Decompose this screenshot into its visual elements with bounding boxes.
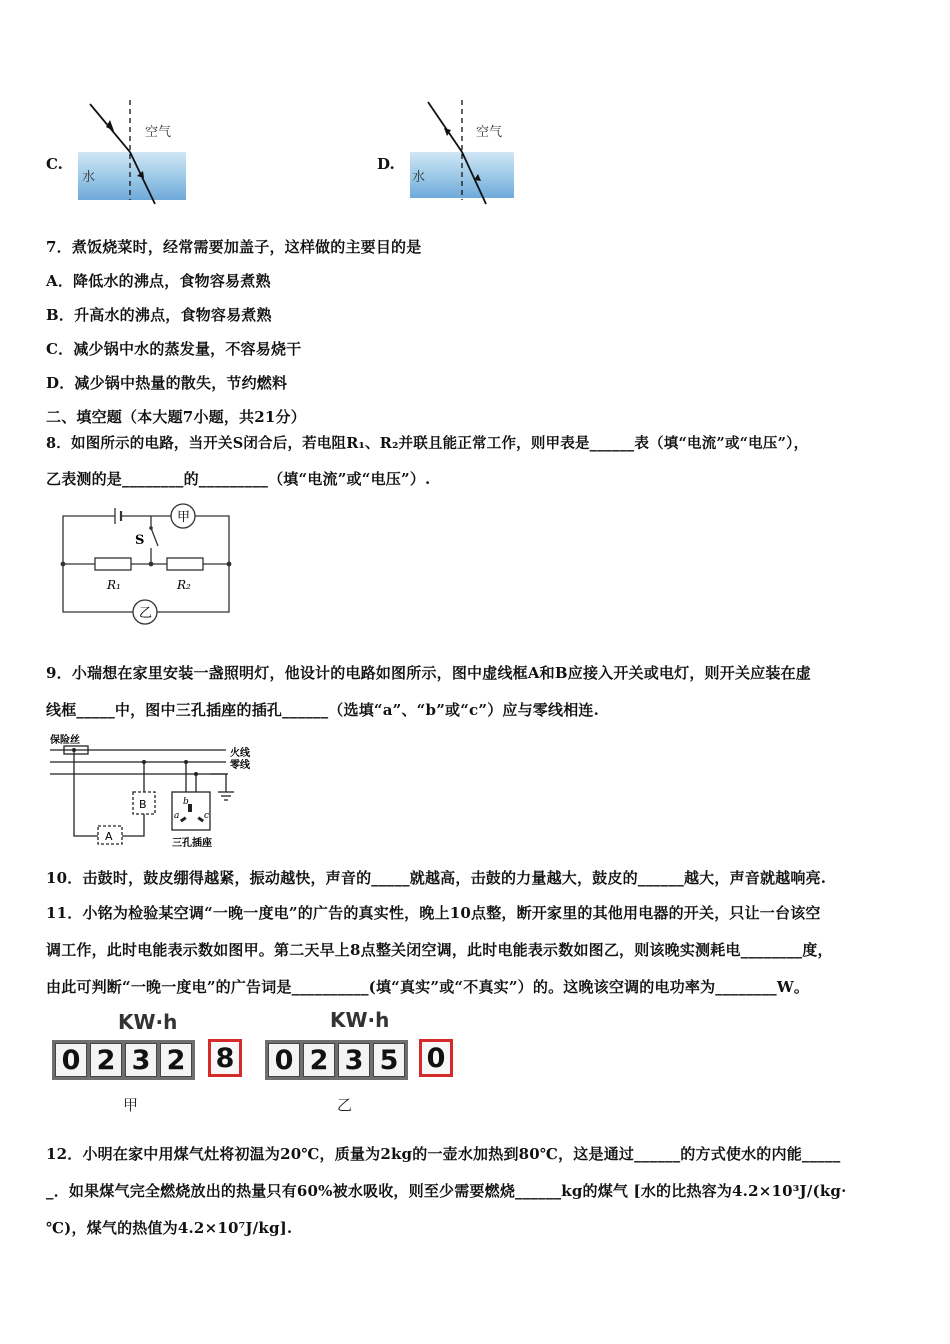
q10-line1: 10．击鼓时，鼓皮绷得越紧，振动越快，声音的_____就越高，击鼓的力量越大，鼓皮的______越大，声音就越响亮. <box>46 869 827 887</box>
q11-line3: 由此可判断“一晚一度电”的广告词是__________(填“真实”或“不真实”）的。这晚该空调的电功率为________W。 <box>46 978 810 996</box>
live-wire-label: 火线 <box>230 748 250 759</box>
section-heading: 二、填空题（本大题7小题，共21分） <box>46 408 306 426</box>
q7-option-b: B．升高水的沸点，食物容易煮熟 <box>46 306 272 324</box>
water-label-d: 水 <box>412 170 426 185</box>
refraction-figure-c <box>70 100 190 208</box>
q12-line1: 12．小明在家中用煤气灶将初温为20℃，质量为2kg的一壶水加热到80℃，这是通过______的方式使水的内能_____ <box>46 1145 841 1163</box>
fuse-label: 保险丝 <box>50 735 80 746</box>
q9-line2: 线框_____中，图中三孔插座的插孔______（选填“a”、“b”或“c”）应与零线相连. <box>46 701 600 719</box>
meter-jia-caption: 甲 <box>123 1096 139 1114</box>
q9-line1: 9．小瑞想在家里安装一盏照明灯，他设计的电路如图所示，图中虚线框A和B应接入开关或电灯，则开关应装在虚 <box>46 664 811 682</box>
option-c-label: C. <box>46 155 63 173</box>
r1-label: R₁ <box>107 578 121 592</box>
air-label-d: 空气 <box>476 125 503 140</box>
water-label-c: 水 <box>82 170 96 185</box>
meter-yi-digit: 3 <box>338 1043 370 1077</box>
refraction-figure-d <box>402 100 522 208</box>
meter-yi-unit: KW·h <box>330 1008 390 1032</box>
q8-line1: 8．如图所示的电路，当开关S闭合后，若电阻R₁、R₂并联且能正常工作，则甲表是______表（填“电流”或“电压”）， <box>46 435 809 452</box>
meter-jia-digit: 2 <box>90 1043 122 1077</box>
meter-yi-caption: 乙 <box>337 1096 353 1114</box>
box-a-label: A <box>105 830 113 843</box>
q12-line3: ℃)，煤气的热值为4.2×10⁷J/kg]. <box>46 1219 293 1237</box>
q7-option-d: D．减少锅中热量的散失，节约燃料 <box>46 374 288 392</box>
box-b-label: B <box>139 798 147 811</box>
switch-label: S <box>135 533 145 548</box>
q7-stem: 7．煮饭烧菜时，经常需要加盖子，这样做的主要目的是 <box>46 238 422 256</box>
meter-jia-label: 甲 <box>177 510 191 525</box>
air-label-c: 空气 <box>145 125 172 140</box>
socket-label: 三孔插座 <box>172 838 212 849</box>
q8-circuit-diagram <box>55 500 240 630</box>
socket-hole-b-label: b <box>183 797 189 807</box>
q7-option-a: A．降低水的沸点，食物容易煮熟 <box>46 272 271 290</box>
meter-yi-digits <box>265 1040 408 1080</box>
meter-jia-decimal-digit: 8 <box>208 1039 242 1077</box>
q8-line2: 乙表测的是________的_________（填“电流”或“电压”）. <box>46 470 431 488</box>
r2-label: R₂ <box>177 578 191 592</box>
meter-yi-decimal-digit: 0 <box>419 1039 453 1077</box>
meter-jia-digit: 2 <box>160 1043 192 1077</box>
socket-hole-a-label: a <box>174 811 180 821</box>
q9-house-circuit-diagram <box>46 732 261 852</box>
meter-yi-digit: 0 <box>268 1043 300 1077</box>
meter-jia-digits <box>52 1040 195 1080</box>
meter-yi-digit: 5 <box>373 1043 405 1077</box>
neutral-wire-label: 零线 <box>230 760 250 771</box>
q11-line2: 调工作，此时电能表示数如图甲。第二天早上8点整关闭空调，此时电能表示数如图乙，则该晚实测耗电________度， <box>46 941 833 959</box>
q7-option-c: C．减少锅中水的蒸发量，不容易烧干 <box>46 340 302 358</box>
meter-yi-digit: 2 <box>303 1043 335 1077</box>
meter-jia-unit: KW·h <box>118 1010 178 1034</box>
meter-yi-label: 乙 <box>139 606 153 621</box>
q12-line2: _．如果煤气完全燃烧放出的热量只有60%被水吸收，则至少需要燃烧______kg的煤气 [水的比热容为4.2×10³J/(kg· <box>46 1182 847 1200</box>
meter-jia-digit: 0 <box>55 1043 87 1077</box>
option-d-label: D. <box>377 155 395 173</box>
q11-line1: 11．小铭为检验某空调“一晚一度电”的广告的真实性，晚上10点整，断开家里的其他用电器的开关，只让一台该空 <box>46 904 821 922</box>
meter-jia-digit: 3 <box>125 1043 157 1077</box>
socket-hole-c-label: c <box>204 811 210 821</box>
